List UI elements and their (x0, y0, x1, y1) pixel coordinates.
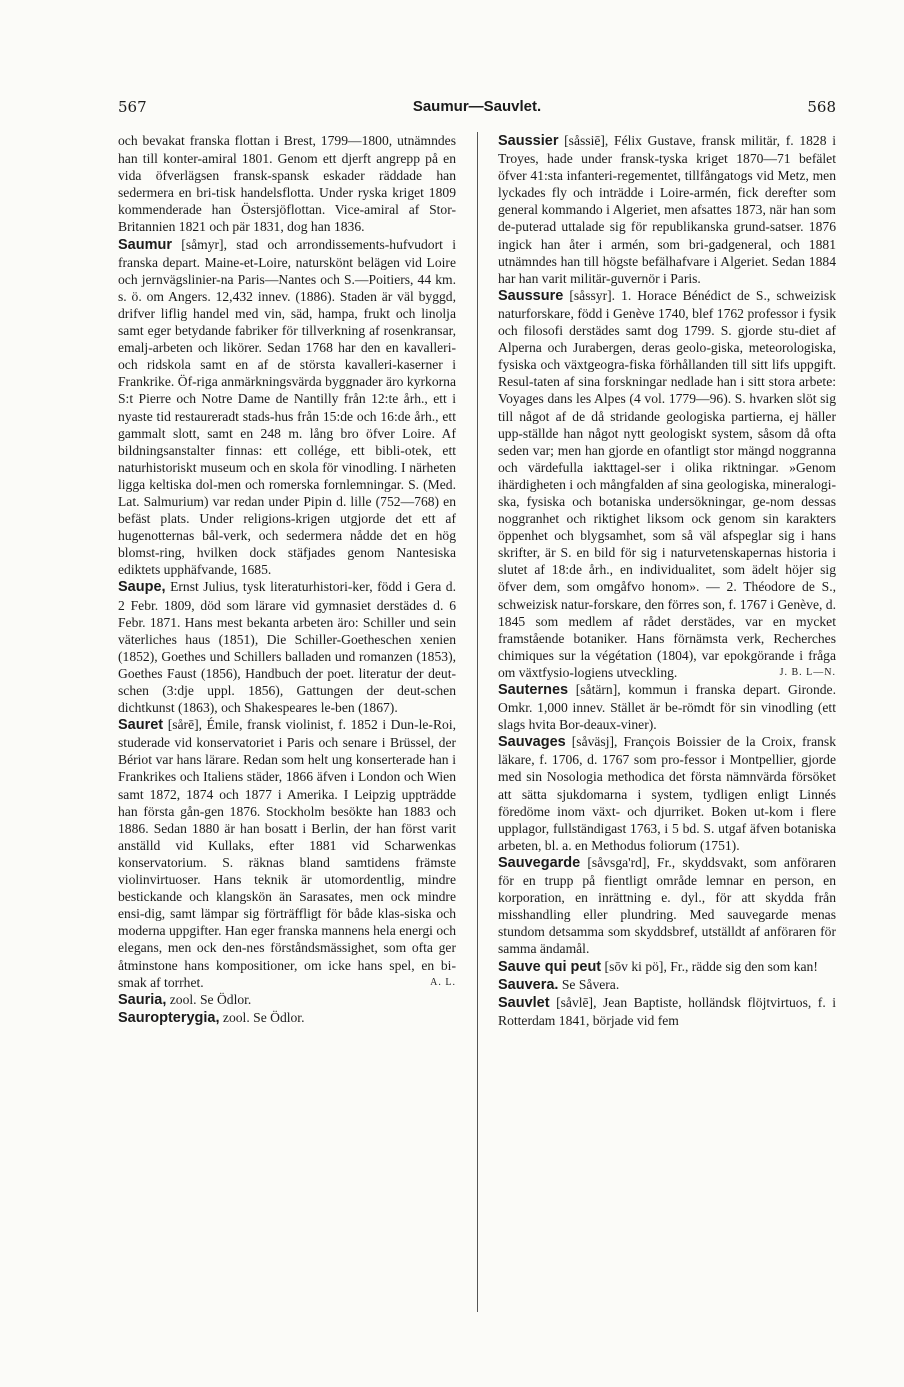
entry (498, 958, 836, 976)
entry-headword: Saussier (498, 133, 559, 149)
entry-signature: J. B. L—N. (779, 666, 836, 678)
entry-headword: Saumur (118, 236, 172, 253)
entry (498, 976, 836, 994)
entry-text: Ernst Julius, tysk literaturhistori-ker, född i Gera d. 2 Febr. 1809, död som lärare vid gymnasiet derstädes d. 6 Febr. 1871. Hans mest bekanta arbeten äro: Schiller und sein väterliches haus (1851), Die Schiller-Goetheschen xenien (1852), Goethes und Schillers balladen und romanzen (1853), Goethes Faust (1856), Handbuch der poet. literatur der deut-schen (3:dje uppl. 1856), Gattungen der deut-schen dichtkunst (1863), och Shakespeares le-ben (1867). (118, 579, 456, 716)
left-column (118, 132, 456, 1027)
entry-text: [såssiē], Félix Gustave, fransk militär, f. 1828 i Troyes, hade under fransk-tyska kriget 1870—71 befälet öfver 41:sta infanteri-regementet, tillfångatogs vid Metz, men lyckades fly och inträdde i Loire-armén, fick derefter som general kommando i Algeriet, men afsattes 1873, när han som de-puterad uttalade sig för republikanska grund-satser. 1876 ingick han åter i armén, som bri-gadgeneral, och 1881 utnämndes han till högste befälhafvare i Algeriet. Sedan 1884 har han varit militär-guvernör i Paris. (498, 133, 836, 286)
entry-headword: Saussure (498, 287, 564, 304)
right-column (498, 132, 836, 1029)
entry (118, 1009, 456, 1027)
page-number-right: 568 (807, 98, 836, 116)
entry (498, 854, 836, 958)
entry-text: [såssyr]. 1. Horace Bénédict de S., schweizisk naturforskare, född i Genève 1740, blef 1762 professor i fysik och filosofi derstädes samt dog 1799. S. gjorde stu-diet af Alperna och Jurabergen, deras geolo-giska, meteorologiska, fysiska och växtgeogra-fiska förhållanden till sitt lifs uppgift. Resul-taten af sina forskningar nedlade han i sitt stora arbete: Voyages dans les Alpes (4 vol. 1779—96). S. hvarken slöt sig till något af de då stridande geologiska partierna, ej häller upp-ställde han något nytt geologiskt system, såsom då ofta seden var; men han gjorde en ofantligt stor mängd noggranna och värdefulla iakttagel-ser i olika riktningar. »Genom ihärdigheten i och mångfalden af sina geologiska, mineralogi-ska, fysiska och botaniska undersökningar, ge-nom dessas noggranhet och riktighet liksom ock genom sin karakters öppenhet och blygsamhet, som så väl afspeglar sig i hans skrifter, är S. en bild för sig i naturvetenskapernas historia i slutet af 18:de årh., en individualitet, som ädelt höjer sig öfver dem, som omgåfvo honom». — 2. Théodore de S., schweizisk natur-forskare, den förres son, f. 1767 i Genève, d. 1845 som medlem af rådet derstädes, var en mycket framstående botaniker. Hans förnämsta verk, Recherches chimiques sur la végétation (1804), var epokgörande i fråga om växtfysio-logiens utveckling. (498, 287, 836, 680)
entry-headword: Sauve qui peut (498, 958, 602, 975)
entry (118, 236, 456, 579)
entry-headword: Sauvegarde (498, 854, 581, 871)
entry-text: [såmyr], stad och arrondissements-hufvudort i franska depart. Maine-et-Loire, naturskönt belägen vid Loire och jernvägslinier-na Paris—Nantes och S.—Poitiers, 44 km. s. ö. om Angers. 12,432 innev. (1886). Staden är väl byggd, drifver liflig handel med vin, säd, hampa, frukt och linolja samt eger betydande fabriker för tillverkning af rosenkransar, emalj-arbeten och likörer. Sedan 1768 har den en kavalleri- och ridskola samt en af de största kavalleri-kaserner i Frankrike. Öf-riga anmärkningsvärda byggnader äro kyrkorna S:t Pierre och Notre Dame de Nantilly från 12:te årh., ett i nyaste tid restaureradt stads-hus från 15:de och 16:de årh., ett gammalt slott, samt en 248 m. lång bro öfver Loire. Af bildningsanstalter finnas: ett collége, ett bibli-otek, ett naturhistoriskt museum och en skola för vinodling. I närheten ligga keltiska dol-men och romerska fornlemningar. S. (Med. Lat. Salmurium) var redan under Pipin d. lille (752—768) en befäst plats. Under religions-krigen utgjorde det ett af hugenotternas bål-verk, och sedermera nådde det en hög blomst-ring, hvilken dock stäfjades genom Nantesiska ediktets upphäfvande, 1685. (118, 236, 456, 578)
entry-headword: Sauvages (498, 734, 566, 751)
entry-text: [såtärn], kommun i franska depart. Gironde. Omkr. 1,000 innev. Stället är be-römdt för sin vinodling (ett slags hvita Bor-deaux-viner). (498, 682, 836, 733)
page-header (118, 98, 836, 122)
entry (118, 716, 456, 991)
entry (498, 287, 836, 681)
entry-text: [såväsj], François Boissier de la Croix, fransk läkare, f. 1706, d. 1767 som pro-fessor i Montpellier, gjorde med sin Nosologia methodica det första nämnvärda försöket att sätta sjukdomarna i system, tydligen enligt Linnés föredöme inom växt- och djurriket. Boken ut-kom i flere upplagor, fullständigast 1763, i 5 bd. S. utgaf äfven botaniska arbeten, bl. a. en Methodus foliorum (1751). (498, 734, 836, 853)
entry-text: Se Såvera. (558, 976, 620, 992)
entry (498, 132, 836, 287)
entry-headword: Sauternes (498, 682, 569, 698)
page-number-left: 567 (118, 98, 147, 116)
entry-headword: Sauret (118, 717, 164, 734)
entry-headword: Sauvera. (498, 976, 559, 993)
entry (118, 578, 456, 716)
entry (498, 994, 836, 1029)
entry-text: [såvlē], Jean Baptiste, holländsk flöjtvirtuos, f. i Rotterdam 1841, började vid fem (498, 994, 836, 1028)
entry-text: zool. Se Ödlor. (219, 1009, 305, 1025)
entry-signature: A. L. (430, 976, 456, 988)
running-title: Saumur—Sauvlet. (412, 98, 542, 115)
entry-text: [sōv ki pö], Fr., rädde sig den som kan! (601, 958, 818, 974)
entry-headword: Sauropterygia, (118, 1009, 220, 1026)
entry (498, 733, 836, 854)
entry-text: [sårē], Émile, fransk violinist, f. 1852 i Dun-le-Roi, studerade vid konservatoriet i Paris och senare i Brüssel, der Bériot var hans lärare. Redan som helt ung konserterade han i Frankrikes och Italiens städer, 1866 äfven i London och Wien samt 1872, 1874 och 1877 i Amerika. I Leipzig uppträdde han första gån-gen 1876. Stockholm besökte han 1883 och 1886. Sedan 1880 är han bosatt i Berlin, der han först varit anställd vid Kullaks, efter 1881 vid Scharwenkas konservatorium. S. räknas bland samtidens främste violinvirtuoser. Hans teknik är utomordentlig, mindre bestickande och klangskön än Sarasates, men ock mindre ensi-dig, samt lämpar sig förträffligt för både klas-siska och moderna uppgifter. Han eger franska mannens hela energi och elegans, men ock den-nes förståndsmässighet, som ofta ger åtminstone hans kompositioner, om icke hans spel, en bi-smak af torrhet. (118, 717, 456, 990)
entry-headword: Sauvlet (498, 994, 550, 1011)
column-divider (477, 132, 478, 1312)
entry-headword: Saupe, (118, 579, 166, 596)
entry (118, 991, 456, 1009)
entry-headword: Sauria, (118, 991, 167, 1008)
entry-text: zool. Se Ödlor. (166, 991, 252, 1007)
entry (118, 132, 456, 236)
entry-text: och bevakat franska flottan i Brest, 1799—1800, utnämndes han till konter-amiral 1801. Genom ett djerft angrepp på en vida öfverlägsen fransk-spansk eskader räddade han sedermera en bri-tisk handelsflotta. Under ryska kriget 1809 kommenderade han Östersjöflottan. Vice-amiral af Stor-Britannien 1821 och pär 1831, dog han 1836. (118, 133, 456, 235)
entry-text: [såvsga'rd], Fr., skyddsvakt, som anföraren för en trupp på fientligt område lemnar en person, en korporation, en inrättning e. dyl., för att skydda från misshandling eller plundring. Med sauvegarde menas stundom detsamma som skyddsbref, utställdt af anföraren för samma ändamål. (498, 854, 836, 957)
entry (498, 681, 836, 733)
